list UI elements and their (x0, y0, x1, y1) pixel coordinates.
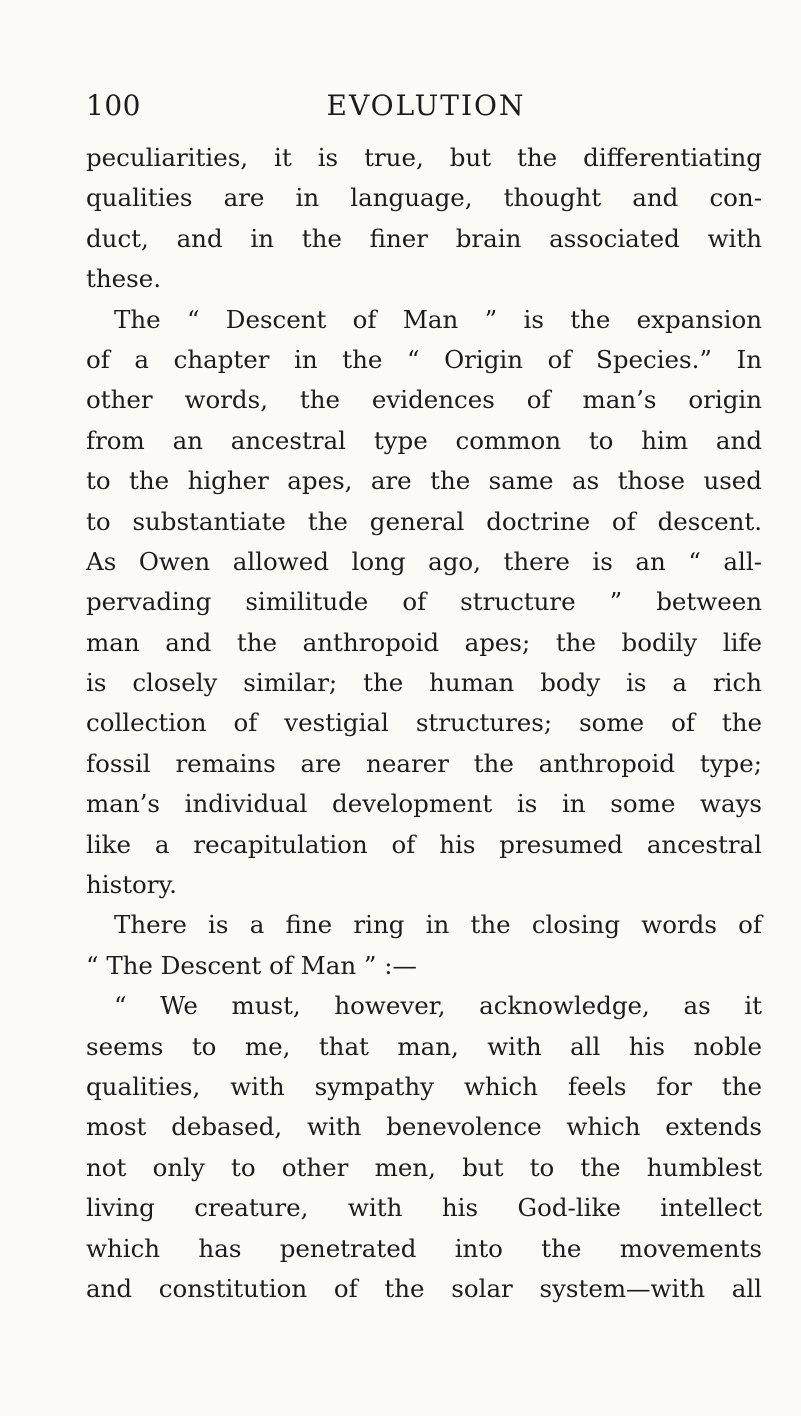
text-line: not only to other men, but to the humblest (86, 1152, 762, 1182)
text-line: to substantiate the general doctrine of descent. (86, 506, 762, 536)
text-line: As Owen allowed long ago, there is an “ all- (86, 546, 762, 576)
text-line: collection of vestigial structures; some of the (86, 708, 762, 738)
running-head (86, 86, 766, 130)
text-line: peculiarities, it is true, but the differentiating (86, 143, 762, 172)
text-line: living creature, with his God-like intellect (86, 1193, 762, 1223)
running-title: EVOLUTION (326, 89, 526, 122)
text-line: like a recapitulation of his presumed ancestral (86, 829, 762, 859)
text-line: pervading similitude of structure ” between (86, 587, 762, 617)
text-line: most debased, with benevolence which extends (86, 1112, 762, 1142)
text-line: fossil remains are nearer the anthropoid type; (86, 748, 762, 778)
text-line: is closely similar; the human body is a rich (86, 668, 762, 698)
page-number: 100 (86, 89, 141, 122)
text-line: “ The Descent of Man ” :— (86, 950, 418, 980)
text-line: The “ Descent of Man ” is the expansion (114, 304, 762, 334)
text-line: from an ancestral type common to him and (86, 425, 762, 455)
text-line: man’s individual development is in some ways (86, 789, 762, 819)
body-text (86, 138, 762, 1309)
text-line: to the higher apes, are the same as those used (86, 466, 762, 496)
text-line: man and the anthropoid apes; the bodily life (86, 627, 762, 657)
text-line: other words, the evidences of man’s origin (86, 385, 762, 415)
text-line: “ We must, however, acknowledge, as it (114, 991, 762, 1021)
text-line: these. (86, 264, 161, 294)
text-line: which has penetrated into the movements (86, 1233, 762, 1263)
text-line: and constitution of the solar system—with all (86, 1273, 762, 1303)
text-line: qualities, with sympathy which feels for the (86, 1071, 762, 1101)
text-line: history. (86, 870, 177, 900)
text-line: seems to me, that man, with all his noble (86, 1031, 762, 1061)
text-line: duct, and in the finer brain associated with (86, 223, 762, 253)
text-line: There is a fine ring in the closing words of (114, 910, 762, 940)
text-line: qualities are in language, thought and con- (86, 183, 762, 213)
text-line: of a chapter in the “ Origin of Species.” In (86, 344, 762, 374)
